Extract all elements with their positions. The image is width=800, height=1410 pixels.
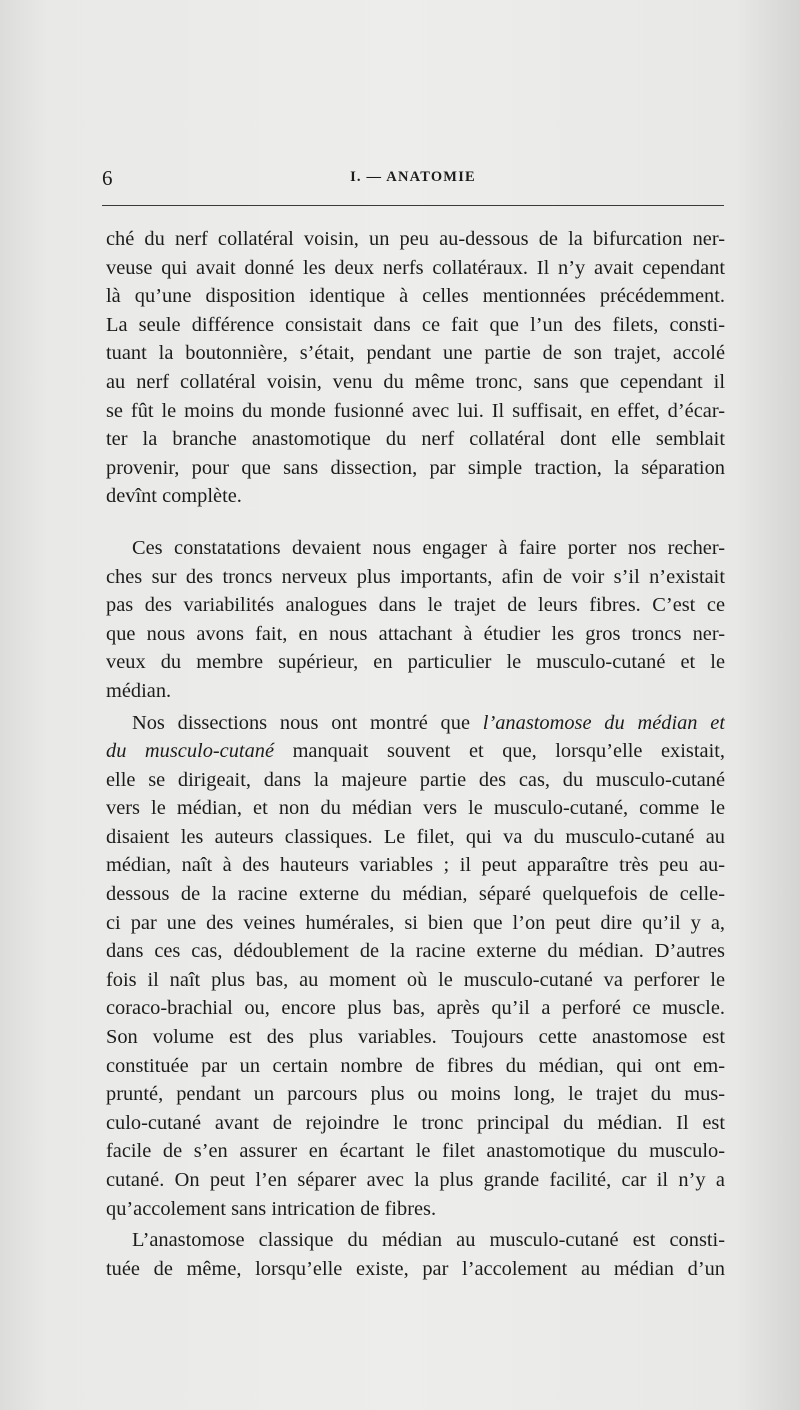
text-run: manquait souvent et que, lorsqu’elle existait, [274,740,725,763]
text-line: ché du nerf collatéral voisin, un peu au-dessous de la bifurcation ner- [106,228,725,250]
paragraph [106,534,725,706]
text-line: ches sur des troncs nerveux plus importants, afin de voir s’il n’existait [106,565,725,588]
text-line: disaient les auteurs classiques. Le filet, qui va du musculo-cutané au [106,825,725,848]
paragraph [106,709,725,1224]
text-line: ter la branche anastomotique du nerf collatéral dont elle semblait [106,428,725,451]
text-line: constituée par un certain nombre de fibres du médian, qui ont em- [106,1054,725,1077]
text-line: que nous avons fait, en nous attachant à étudier les gros troncs ner- [106,622,725,645]
text-line: médian, naît à des hauteurs variables ; il peut apparaître très peu au- [106,854,725,877]
text-line: Son volume est des plus variables. Toujours cette anastomose est [106,1026,725,1049]
text-line: pas des variabilités analogues dans le trajet de leurs fibres. C’est ce [106,594,725,617]
text-line: Ces constatations devaient nous engager à faire porter nos recher- [132,536,725,559]
text-line: coraco-brachial ou, encore plus bas, après qu’il a perforé ce muscle. [106,997,725,1020]
page-number: 6 [102,166,113,190]
paragraph [106,225,725,511]
text-line: tuant la boutonnière, s’était, pendant une partie de son trajet, accolé [106,342,725,365]
chapter-title: I. — ANATOMIE [350,169,476,185]
text-line: veux du membre supérieur, en particulier le musculo-cutané et le [106,651,725,674]
text-line: là qu’une disposition identique à celles mentionnées précédemment. [106,285,725,308]
italic-run: du musculo-cutané [106,740,275,763]
text-line: veuse qui avait donné les deux nerfs collatéraux. Il n’y avait cependant [106,256,725,279]
text-line: fois il naît plus bas, au moment où le musculo-cutané va perforer le [106,968,725,991]
text-line: tuée de même, lorsqu’elle existe, par l’accolement au médian d’un [106,1257,725,1280]
text-line: L’anastomose classique du médian au musculo-cutané est consti- [132,1229,725,1252]
text-line: devînt complète. [106,485,242,508]
header-rule [102,205,724,206]
text-run: Nos dissections nous ont montré que [132,711,483,734]
text-line: au nerf collatéral voisin, venu du même tronc, sans que cependant il [106,370,725,393]
text-line [106,709,725,738]
text-line: cutané. On peut l’en séparer avec la plus grande facilité, car il n’y a [106,1169,725,1191]
text-line: culo-cutané avant de rejoindre le tronc principal du médian. Il est [106,1111,725,1134]
text-line: La seule différence consistait dans ce fait que l’un des filets, consti- [106,313,725,336]
text-line: facile de s’en assurer en écartant le filet anastomotique du musculo- [106,1140,725,1163]
text-line: vers le médian, et non du médian vers le musculo-cutané, comme le [106,797,725,820]
running-head [102,166,724,190]
text-line: ci par une des veines humérales, si bien que l’on peut dire qu’il y a, [106,911,725,934]
text-line: prunté, pendant un parcours plus ou moins long, le trajet du mus- [106,1083,725,1106]
text-line: provenir, pour que sans dissection, par simple traction, la séparation [106,456,725,479]
text-line: médian. [106,679,172,702]
italic-run: l’anastomose du médian et [482,711,725,734]
text-line: dans ces cas, dédoublement de la racine externe du médian. D’autres [106,940,725,963]
text-line [106,737,725,766]
text-line: qu’accolement sans intrication de fibres. [106,1197,437,1220]
paragraph [106,1226,725,1283]
text-line: dessous de la racine externe du médian, séparé quelquefois de celle- [106,883,725,906]
text-line: elle se dirigeait, dans la majeure partie des cas, du musculo-cutané [106,768,725,791]
text-line: se fût le moins du monde fusionné avec lui. Il suffisait, en effet, d’écar- [106,399,725,422]
body-text [106,225,725,1283]
